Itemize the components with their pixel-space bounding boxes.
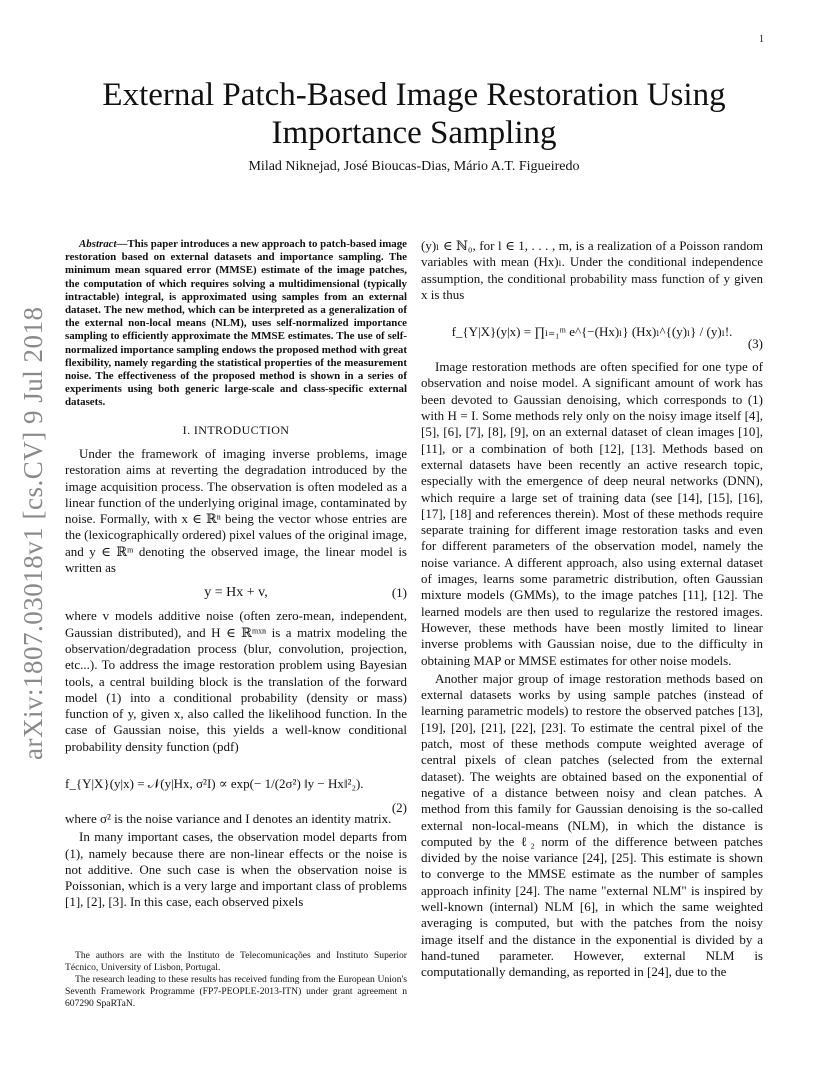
equation-2-number: (2) <box>391 799 407 815</box>
right-paragraph-3: Another major group of image restoration methods based on external datasets works by using sample patches (instead of learning parametric models) to restore the observed patches [13], [19], [20], [21], [22], [23]. To estimate the central pixel of the patch, most of these methods compute weighted average of central pixels of clean patches (selected from the external dataset). The weights are obtained based on the exponential of negative of a distance between noisy and clean patches. A method from this family for Gaussian denoising is the so-called external non-local-means (NLM), in which the distance is computed by the ℓ₂ norm of the difference between patches divided by the noise variance [24], [25]. This estimate is shown to converge to the MMSE estimate as the number of samples approach infinity [24]. The name "external NLM" is inspired by well-known (internal) NLM [6], in which the same weighted averaging is computed, but with the patches from the noisy image itself and the distance in the exponential is divided by a hand-tuned parameter. However, external NLM is computationally demanding, as reported in [24], due to the <box>421 670 763 980</box>
equation-3-body: f_{Y|X}(y|x) = ∏ₗ₌₁ᵐ e^{−(Hx)ₗ} (Hx)ₗ^{(y)ₗ} / (y)ₗ!. <box>451 324 733 340</box>
equation-1-body: y = Hx + v, <box>204 585 268 601</box>
abstract <box>65 238 407 410</box>
equation-1-number: (1) <box>391 585 407 601</box>
arxiv-identifier-stamp: arXiv:1807.03018v1 [cs.CV] 9 Jul 2018 <box>18 306 48 760</box>
abstract-label: Abstract <box>79 238 117 250</box>
right-column <box>421 238 763 982</box>
abstract-text: —This paper introduces a new approach to patch-based image restoration based on external datasets and importance sampling. The minimum mean squared error (MMSE) estimate of the image patches, the computation of which requires solving a multidimensional (typically intractable) integral, is approximated using samples from an external dataset. The new method, which can be interpreted as a generalization of the external non-local means (NLM), uses self-normalized importance sampling to efficiently approximate the MMSE estimates. The use of self-normalized importance sampling endows the proposed method with great flexibility, namely regarding the statistical properties of the measurement noise. The effectiveness of the proposed method is shown in a series of experiments using both generic large-scale and class-specific external datasets. <box>65 238 407 409</box>
right-paragraph-2: Image restoration methods are often specified for one type of observation and noise model. A significant amount of work has been devoted to Gaussian denoising, which corresponds to (1) with H = I. Some methods rely only on the noisy image itself [4], [5], [6], [7], [8], [9], on an external dataset of clean images [10], [11], or a combination of both [12], [13]. Methods based on external datasets have been recently an active research topic, especially with the emergence of deep neural networks (DNN), which require a large set of training data (see [14], [15], [16], [17], [18] and references therein). Most of these methods require separate training for different image restoration tasks and even for different parameters of the observation model, namely the noise variance. A different approach, also using external dataset of images, learns some parametric distribution, often Gaussian mixture models (GMMs), to the image patches [11], [12]. The learned models are then used to regularize the restored images. However, these methods have been mostly limited to linear inverse problems with Gaussian noise, due to the difficulty in obtaining MAP or MMSE estimates for other noise models. <box>421 359 763 668</box>
equation-3 <box>421 305 763 359</box>
equation-3-number: (3) <box>747 336 763 352</box>
right-paragraph-1: (y)ₗ ∈ ℕ₀, for l ∈ 1, . . . , m, is a realization of a Poisson random variables with mean (Hx)ₗ. Under the conditional independence assumption, the conditional probability mass function of y given x is thus <box>421 238 763 302</box>
intro-paragraph-4: In many important cases, the observation model departs from (1), namely because there are non-linear effects or the noise is not additive. One such case is when the observation noise is Poissonian, which is a very large and important class of problems [1], [2], [3]. In this case, each observed pixels <box>65 829 407 910</box>
equation-1 <box>65 578 407 608</box>
title-line-1: External Patch-Based Image Restoration Using <box>102 77 726 113</box>
paper-title <box>0 76 828 152</box>
equation-2 <box>65 757 407 815</box>
intro-paragraph-3: where σ² is the noise variance and I denotes an identity matrix. <box>65 810 392 826</box>
footnotes <box>65 950 407 1010</box>
author-list: Milad Niknejad, José Bioucas-Dias, Mário A.T. Figueiredo <box>248 159 580 174</box>
section-heading-introduction: I. INTRODUCTION <box>182 422 290 437</box>
equation-2-body: f_{Y|X}(y|x) = 𝒩(y|Hx, σ²I) ∝ exp(− 1/(2σ²) ‖y − Hx‖²₂). <box>65 775 364 791</box>
title-line-2: Importance Sampling <box>271 115 557 151</box>
left-column <box>65 238 407 913</box>
footnote-affiliation: The authors are with the Instituto de Telecomunicações and Instituto Superior Técnico, University of Lisbon, Portugal. <box>65 950 407 973</box>
intro-paragraph-1: Under the framework of imaging inverse problems, image restoration aims at reverting the degradation introduced by the image acquisition process. The observation is often modeled as a linear function of the underlying original image, contaminated by noise. Formally, with x ∈ ℝⁿ being the vector whose entries are the (lexicographically ordered) pixel values of the original image, and y ∈ ℝᵐ denoting the observed image, the linear model is written as <box>65 445 407 576</box>
page-number: 1 <box>759 34 764 45</box>
footnote-funding: The research leading to these results has received funding from the European Union's Seventh Framework Programme (FP7-PEOPLE-2013-ITN) under grant agreement n 607290 SpaRTaN. <box>65 974 407 1009</box>
intro-paragraph-2: where v models additive noise (often zero-mean, independent, Gaussian distributed), and H ∈ ℝᵐˣⁿ is a matrix modeling the observation/degradation process (blur, convolution, projection, etc...). To address the image restoration problem using Bayesian tools, a central building block is the translation of the forward model (1) into a conditional probability (density or mass) function of y, given x, also called the likelihood function. In the case of Gaussian noise, this yields a well-know conditional probability density function (pdf) <box>65 608 407 754</box>
